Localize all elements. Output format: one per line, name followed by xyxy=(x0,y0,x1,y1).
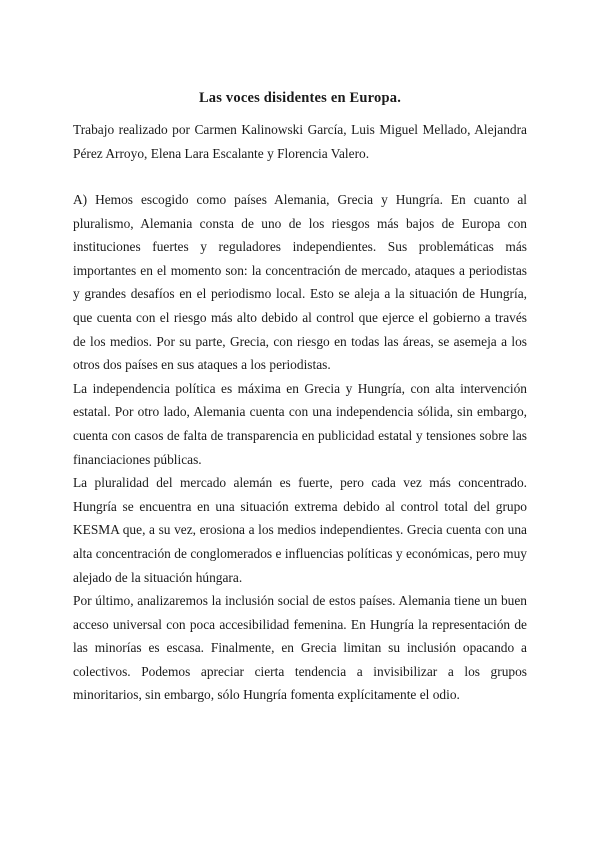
authors-line: Trabajo realizado por Carmen Kalinowski García, Luis Miguel Mellado, Alejandra Pérez Arroyo, Elena Lara Escalante y Florencia Valero. xyxy=(73,122,527,161)
document-body xyxy=(73,188,527,707)
document-title: Las voces disidentes en Europa. xyxy=(198,90,402,106)
paragraph-political-independence: La independencia política es máxima en Grecia y Hungría, con alta intervención estatal. Por otro lado, Alemania cuenta con una independencia sólida, sin embargo, cuenta con casos de falta de transparencia en publicidad estatal y tensiones sobre las financiaciones públicas. xyxy=(73,380,527,467)
paragraph-pluralism: A) Hemos escogido como países Alemania, Grecia y Hungría. En cuanto al pluralismo, Alemania consta de uno de los riesgos más bajos de Europa con instituciones fuertes y reguladores independientes. Sus problemáticas más importantes en el momento son: la concentración de mercado, ataques a periodistas y grandes desafíos en el periodismo local. Esto se aleja a la situación de Hungría, que cuenta con el riesgo más alto debido al control que ejerce el gobierno a través de los medios. Por su parte, Grecia, con riesgo en todas las áreas, se asemeja a los otros dos países en sus ataques a los periodistas. xyxy=(73,192,527,373)
paragraph-social-inclusion: Por último, analizaremos la inclusión social de estos países. Alemania tiene un buen acceso universal con poca accesibilidad femenina. En Hungría la representación de las minorías es escasa. Finalmente, en Grecia limitan su inclusión opacando a colectivos. Podemos apreciar cierta tendencia a invisibilizar a los grupos minoritarios, sin embargo, sólo Hungría fomenta explícitamente el odio. xyxy=(73,593,527,703)
paragraph-market-plurality: La pluralidad del mercado alemán es fuerte, pero cada vez más concentrado. Hungría se encuentra en una situación extrema debido al control total del grupo KESMA que, a su vez, erosiona a los medios independientes. Grecia cuenta con una alta concentración de conglomerados e influencias políticas y económicas, pero muy alejado de la situación húngara. xyxy=(73,475,527,585)
